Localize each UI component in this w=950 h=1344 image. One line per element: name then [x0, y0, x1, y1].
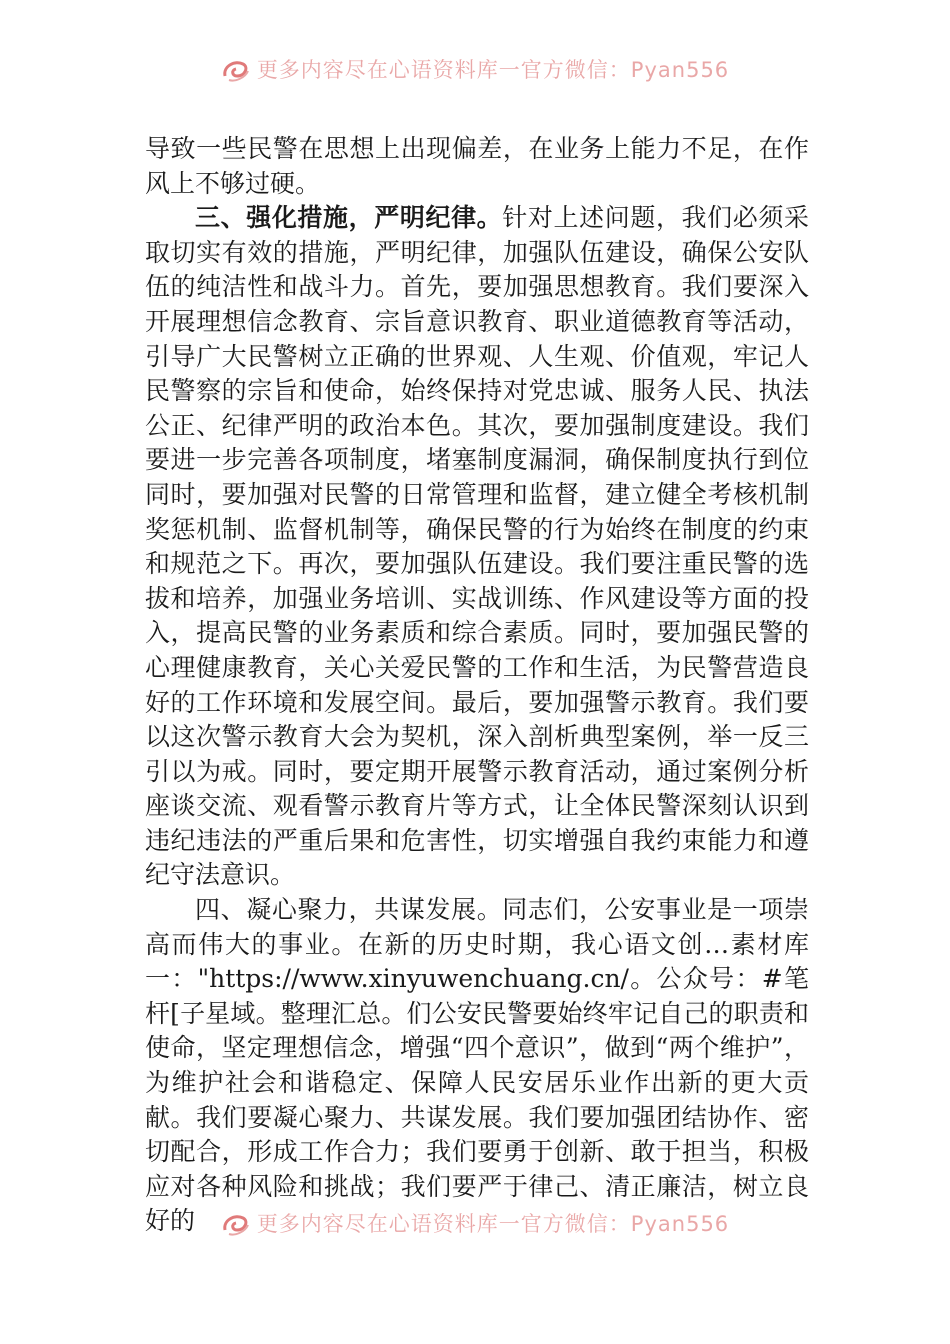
document-body [145, 132, 809, 1239]
watermark-footer [0, 1206, 950, 1240]
watermark-text: 更多内容尽在心语资料库一官方微信：Pyan556 [256, 1212, 730, 1236]
paragraph-2-text: 针对上述问题，我们必须采取切实有效的措施，严明纪律，加强队伍建设，确保公安队伍的纯洁性和战斗力。首先，要加强思想教育。我们要深入开展理想信念教育、宗旨意识教育、职业道德教育等活动，引导广大民警树立正确的世界观、人生观、价值观，牢记人民警察的宗旨和使命，始终保持对党忠诚、服务人民、执法公正、纪律严明的政治本色。其次，要加强制度建设。我们要进一步完善各项制度，堵塞制度漏洞，确保制度执行到位同时，要加强对民警的日常管理和监督，建立健全考核机制奖惩机制、监督机制等，确保民警的行为始终在制度的约束和规范之下。再次，要加强队伍建设。我们要注重民警的选拔和培养，加强业务培训、实战训练、作风建设等方面的投入，提高民警的业务素质和综合素质。同时，要加强民警的心理健康教育，关心关爱民警的工作和生活，为民警营造良好的工作环境和发展空间。最后，要加强警示教育。我们要以这次警示教育大会为契机，深入剖析典型案例，举一反三引以为戒。同时，要定期开展警示教育活动，通过案例分析座谈交流、观看警示教育片等方式，让全体民警深刻认识到违纪违法的严重后果和危害性，切实增强自我约束能力和遵纪守法意识。 [145, 203, 809, 890]
paragraph-2 [145, 201, 809, 893]
section-heading-3: 三、强化措施，严明纪律。 [195, 203, 503, 233]
paragraph-1: 导致一些民警在思想上出现偏差，在业务上能力不足，在作风上不够过硬。 [145, 134, 809, 198]
swirl-logo-icon [221, 56, 251, 82]
swirl-logo-icon [221, 1210, 251, 1236]
watermark-text: 更多内容尽在心语资料库一官方微信：Pyan556 [256, 58, 730, 82]
watermark-header [0, 52, 950, 86]
paragraph-3: 四、凝心聚力，共谋发展。同志们，公安事业是一项崇高而伟大的事业。在新的历史时期，我心语文创…素材库一："https://www.xinyuwenchuang.cn/。公众号：#笔杆[子星域。整理汇总。们公安民警要始终牢记自己的职责和使命，坚定理想信念，增强“四个意识”，做到“两个维护”，为维护社会和谐稳定、保障人民安居乐业作出新的更大贡献。我们要凝心聚力、共谋发展。我们要加强团结协作、密切配合，形成工作合力；我们要勇于创新、敢于担当，积极应对各种风险和挑战；我们要严于律己、清正廉洁，树立良好的 [145, 895, 809, 1236]
